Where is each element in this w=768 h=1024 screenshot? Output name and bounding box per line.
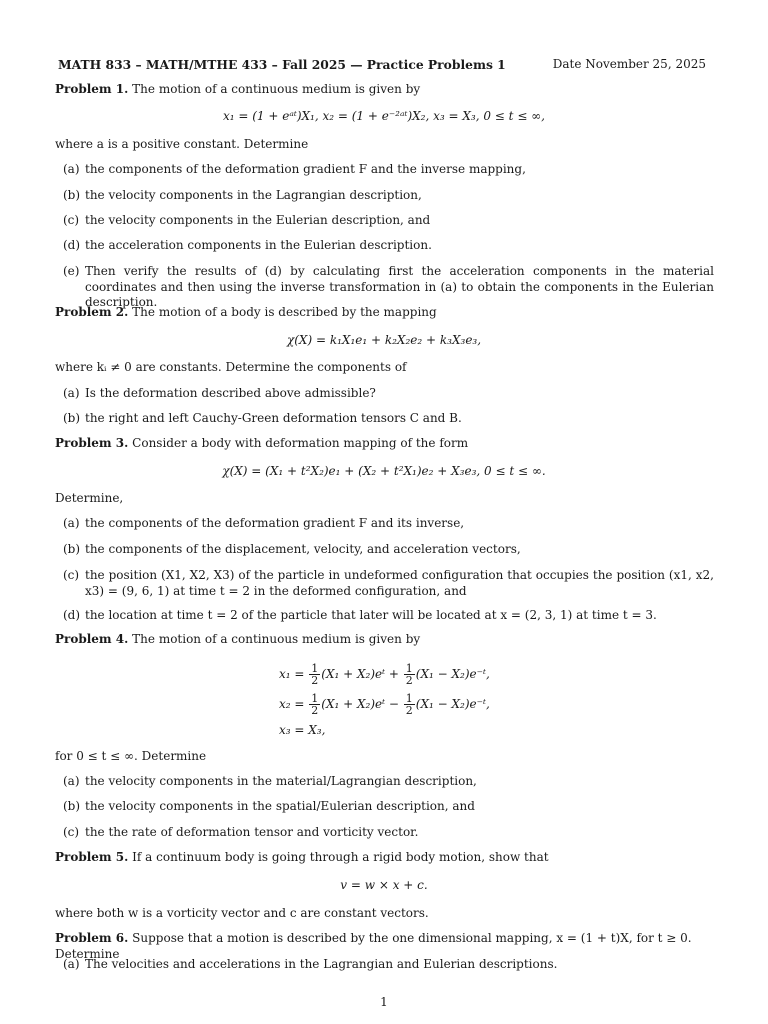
item-text: the components of the deformation gradient F and the inverse mapping,: [85, 162, 526, 176]
item-text: The velocities and accelerations in the Lagrangian and Eulerian descriptions.: [85, 957, 558, 971]
problem-1-equation: x₁ = (1 + eᵃᵗ)X₁, x₂ = (1 + e⁻²ᵃᵗ)X₂, x₃ = X₃, 0 ≤ t ≤ ∞,: [222, 109, 545, 123]
fraction-numerator: 1: [405, 662, 413, 675]
problem-5-intro: [55, 850, 714, 866]
item-text: the location at time t = 2 of the particle that later will be located at x = (2, 3, 1) at time t = 3.: [85, 608, 657, 622]
item-text: Is the deformation described above admissible?: [85, 386, 376, 400]
problem-5-after: where both w is a vorticity vector and c are constant vectors.: [55, 906, 429, 920]
problem-1-intro: [55, 82, 714, 98]
problem-1-after: where a is a positive constant. Determine: [55, 137, 309, 151]
problem-2-equation: χ(X) = k₁X₁e₁ + k₂X₂e₂ + k₃X₃e₃,: [286, 333, 482, 347]
fraction-numerator: 1: [405, 692, 413, 705]
item-label: (a): [63, 774, 80, 788]
item-text: the components of the deformation gradient F and its inverse,: [85, 516, 465, 530]
item-label: (d): [63, 238, 81, 252]
problem-4-after: for 0 ≤ t ≤ ∞. Determine: [55, 749, 207, 763]
problem-3-after: Determine,: [55, 491, 124, 505]
eq-term: (X₁ + X₂)eᵗ +: [321, 667, 399, 681]
eq-lhs: x₂ =: [279, 697, 305, 711]
problem-4-equation-1: [279, 660, 539, 688]
problem-4-intro: [55, 632, 714, 648]
item-text: the velocity components in the Lagrangian description,: [85, 188, 422, 202]
fraction-denominator: 2: [405, 704, 413, 717]
item-label: (c): [63, 825, 80, 839]
item-label: (b): [63, 542, 81, 556]
item-text: Then verify the results of (d) by calculating first the acceleration components in the material coordinates and then using the inverse transformation in (a) to obtain the components in the Eulerian description.: [85, 264, 714, 309]
item-label: (a): [63, 516, 80, 530]
page-header: [58, 57, 706, 73]
item-text: the velocity components in the spatial/Eulerian description, and: [85, 799, 475, 813]
problem-6-title: Problem 6.: [55, 931, 129, 945]
problem-3-intro: [55, 436, 714, 452]
fraction: [404, 663, 415, 686]
item-label: (b): [63, 799, 81, 813]
fraction: [309, 663, 320, 686]
item-text: the acceleration components in the Eulerian description.: [85, 238, 432, 252]
item-label: (b): [63, 188, 81, 202]
fraction: [404, 693, 415, 716]
problem-6-text: Suppose that a motion is described by the one dimensional mapping, x = (1 + t)X, for t ≥ 0. Determine: [55, 931, 692, 961]
problem-3-equation: χ(X) = (X₁ + t²X₂)e₁ + (X₂ + t²X₁)e₂ + X₃e₃, 0 ≤ t ≤ ∞.: [222, 464, 546, 478]
item-text: the velocity components in the material/Lagrangian description,: [85, 774, 477, 788]
fraction: [309, 693, 320, 716]
eq-lhs: x₁ =: [279, 667, 305, 681]
item-label: (c): [63, 213, 80, 227]
problem-5-title: Problem 5.: [55, 850, 129, 864]
item-label: (b): [63, 411, 81, 425]
item-label: (a): [63, 162, 80, 176]
course-title: MATH 833 – MATH/MTHE 433 – Fall 2025 — Practice Problems 1: [58, 57, 506, 72]
problem-1-text: The motion of a continuous medium is given by: [132, 82, 421, 96]
problem-3-text: Consider a body with deformation mapping of the form: [132, 436, 469, 450]
item-text: the the rate of deformation tensor and vorticity vector.: [85, 825, 419, 839]
problem-5-text: If a continuum body is going through a rigid body motion, show that: [132, 850, 549, 864]
problem-1-title: Problem 1.: [55, 82, 129, 96]
problem-2-title: Problem 2.: [55, 305, 129, 319]
item-label: (e): [63, 264, 80, 278]
fraction-denominator: 2: [405, 674, 413, 687]
problem-4-text: The motion of a continuous medium is given by: [132, 632, 421, 646]
eq-term: (X₁ + X₂)eᵗ −: [321, 697, 399, 711]
fraction-denominator: 2: [311, 674, 319, 687]
problem-2-after: where kᵢ ≠ 0 are constants. Determine the components of: [55, 360, 407, 374]
eq-term: (X₁ − X₂)e⁻ᵗ,: [415, 667, 490, 681]
date: Date November 25, 2025: [552, 57, 706, 71]
fraction-numerator: 1: [311, 692, 319, 705]
problem-2-intro: [55, 305, 714, 321]
fraction-numerator: 1: [311, 662, 319, 675]
page-number: 1: [380, 995, 388, 1009]
eq-term: (X₁ − X₂)e⁻ᵗ,: [415, 697, 490, 711]
problem-2-text: The motion of a body is described by the mapping: [132, 305, 437, 319]
fraction-denominator: 2: [311, 704, 319, 717]
item-text: the components of the displacement, velocity, and acceleration vectors,: [85, 542, 521, 556]
problem-3-title: Problem 3.: [55, 436, 129, 450]
item-text: the velocity components in the Eulerian description, and: [85, 213, 431, 227]
problem-4-equation-2: [279, 690, 539, 718]
item-label: (a): [63, 386, 80, 400]
problem-5-equation: v = w × x + c.: [340, 878, 428, 892]
item-text: the right and left Cauchy-Green deformation tensors C and B.: [85, 411, 462, 425]
item-label: (a): [63, 957, 80, 971]
problem-4-title: Problem 4.: [55, 632, 129, 646]
item-text: the position (X1, X2, X3) of the particle in undeformed configuration that occupies the position (x1, x2, x3) = (9, 6, 1) at time t = 2 in the deformed configuration, and: [85, 568, 714, 598]
item-label: (c): [63, 568, 80, 582]
item-label: (d): [63, 608, 81, 622]
problem-4-equation-3: x₃ = X₃,: [279, 723, 326, 737]
